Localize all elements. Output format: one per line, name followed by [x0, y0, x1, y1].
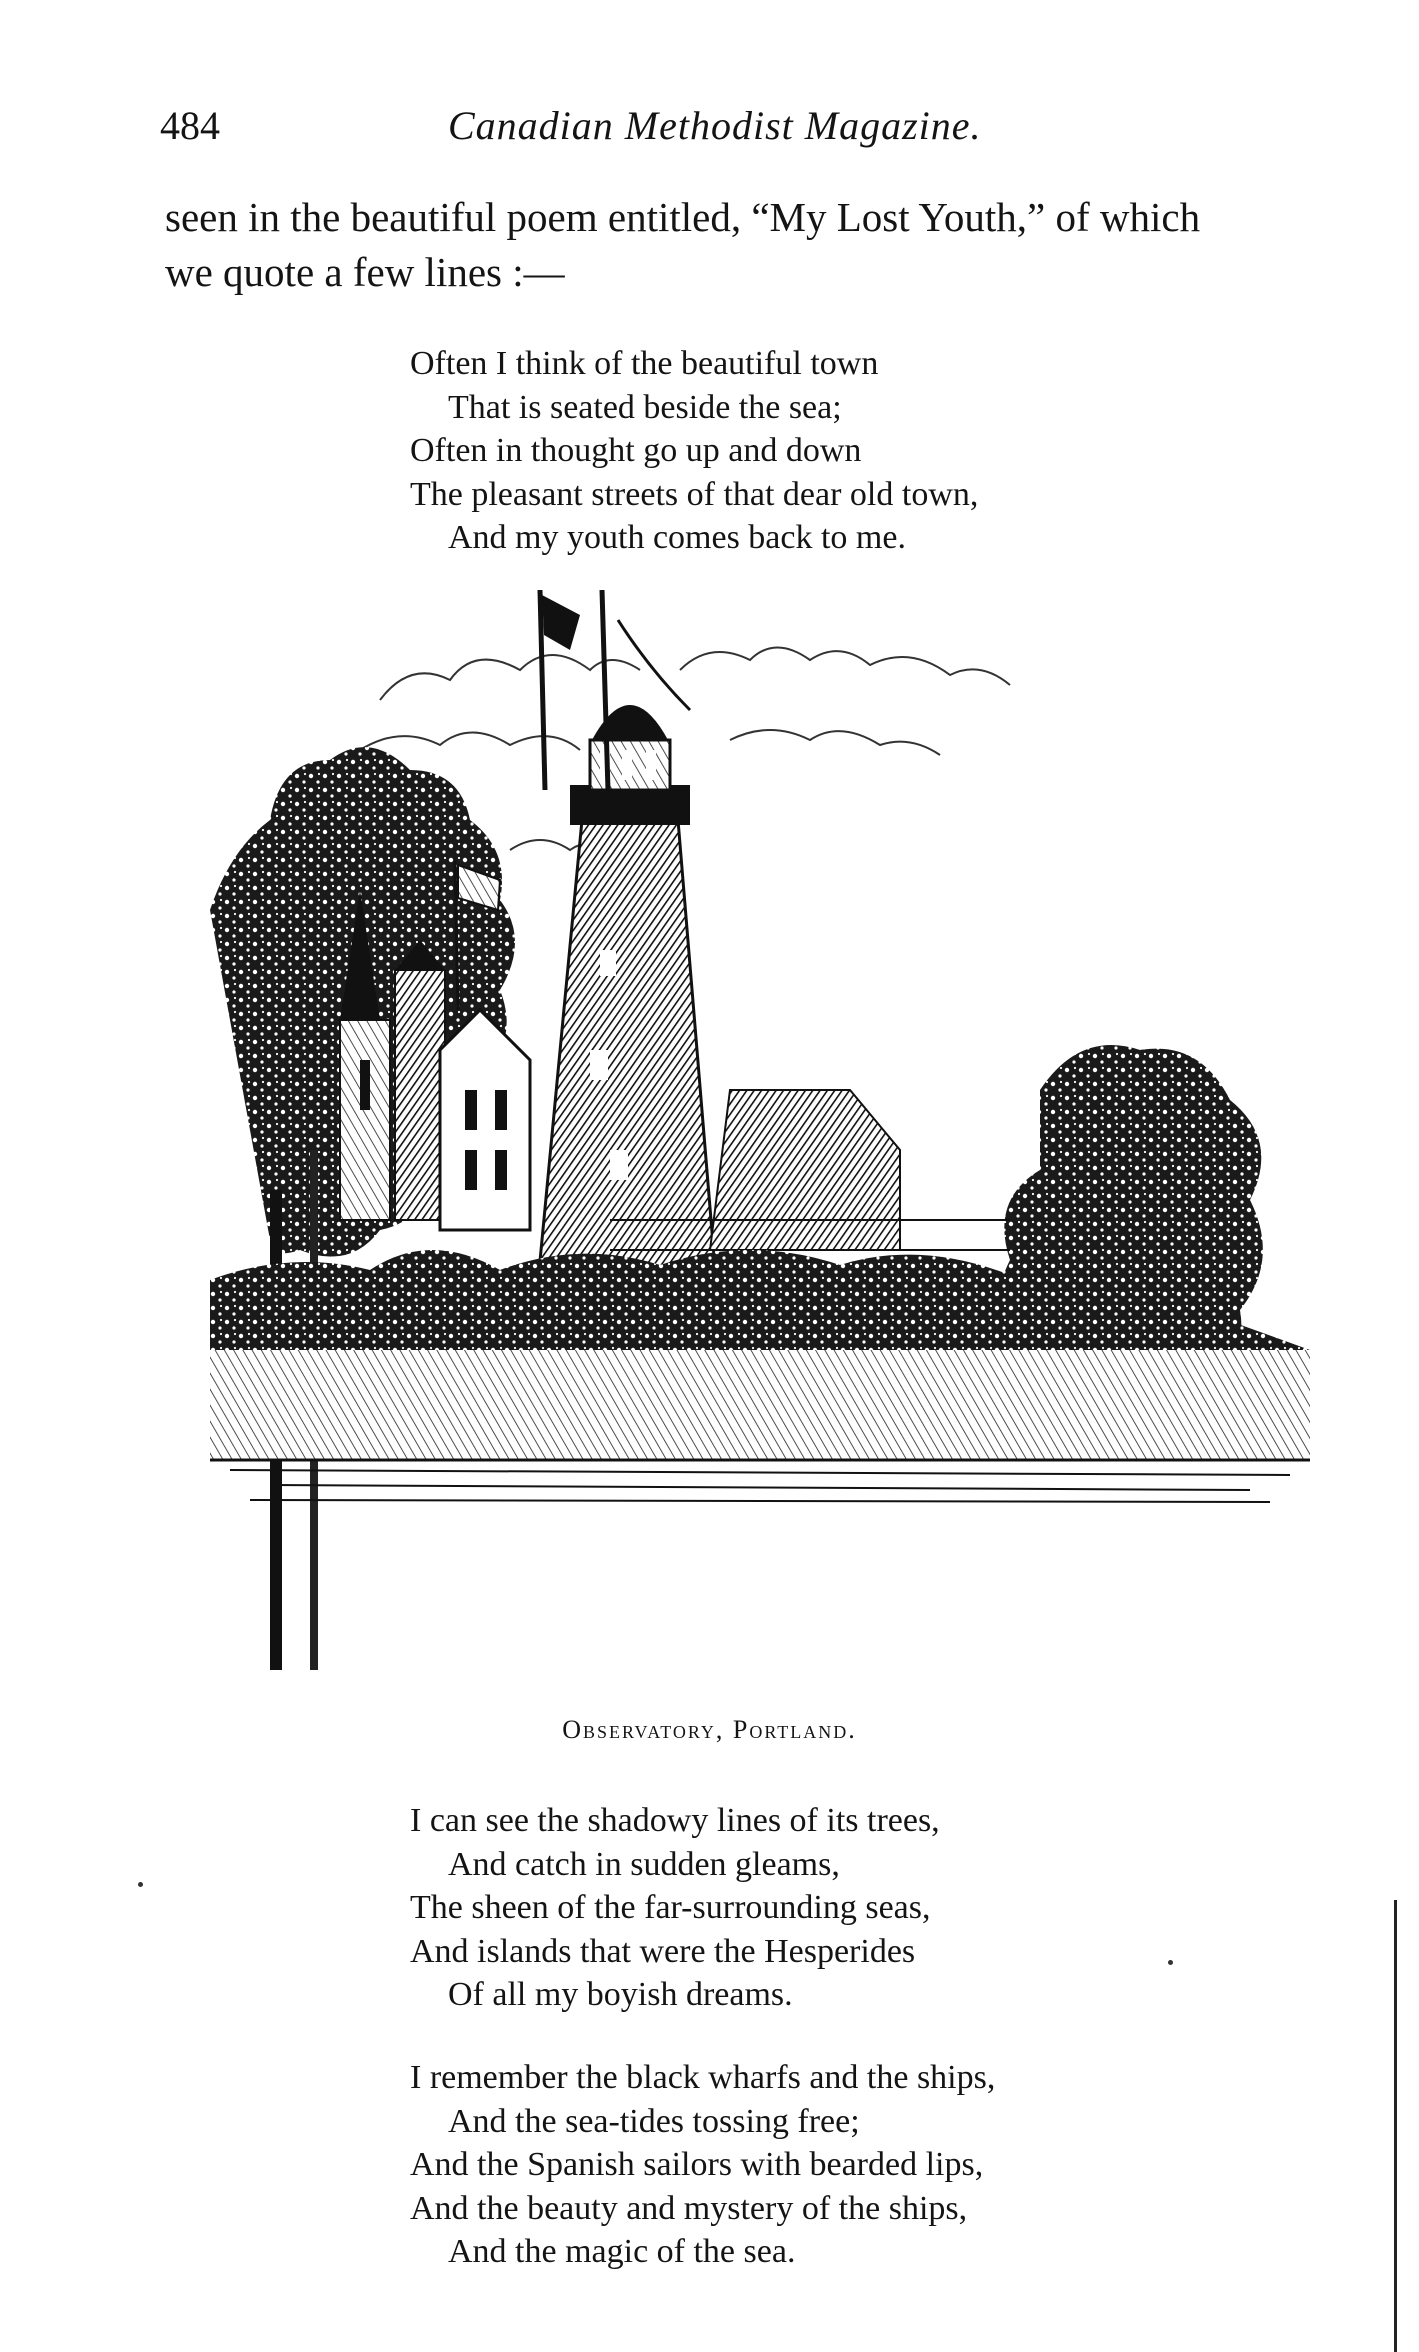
poem-line: And the sea-tides tossing free;	[448, 2102, 860, 2140]
ink-speck	[138, 1882, 143, 1887]
poem-stanza-1	[410, 342, 1170, 560]
intro-paragraph	[165, 190, 1345, 300]
poem-line: The sheen of the far-surrounding seas,	[410, 1889, 931, 1926]
page-number: 484	[160, 103, 220, 148]
poem-stanza-3	[410, 2056, 1170, 2274]
poem-stanza-2	[410, 1799, 1170, 2017]
poem-line: And the magic of the sea.	[448, 2233, 796, 2270]
ink-speck	[1168, 1960, 1173, 1965]
intro-line: we quote a few lines :—	[165, 249, 565, 295]
poem-line: And the beauty and mystery of the ships,	[410, 2189, 968, 2227]
observatory-engraving	[210, 590, 1310, 1705]
poem-line: I can see the shadowy lines of its trees,	[410, 1802, 940, 1839]
poem-line: I remember the black wharfs and the ships,	[410, 2059, 996, 2096]
poem-line: The pleasant streets of that dear old town,	[410, 475, 979, 513]
poem-line: And catch in sudden gleams,	[448, 1845, 840, 1883]
poem-line: And my youth comes back to me.	[448, 519, 906, 556]
poem-line: And the Spanish sailors with bearded lips,	[410, 2146, 984, 2183]
page-edge-rule	[1394, 1900, 1397, 2352]
poem-line: Often in thought go up and down	[410, 432, 862, 469]
running-header	[160, 102, 1260, 162]
ground	[210, 1350, 1310, 1460]
poem-line: And islands that were the Hesperides	[410, 1932, 916, 1970]
poem-line: Of all my boyish dreams.	[448, 1976, 793, 2013]
figure-caption: Observatory, Portland.	[562, 1715, 857, 1744]
poem-line: That is seated beside the sea;	[448, 388, 842, 426]
running-title: Canadian Methodist Magazine.	[448, 103, 982, 148]
intro-line: seen in the beautiful poem entitled, “My Lost Youth,” of which	[165, 194, 1201, 240]
poem-line: Often I think of the beautiful town	[410, 345, 879, 382]
foreground-grass	[230, 1470, 1290, 1502]
